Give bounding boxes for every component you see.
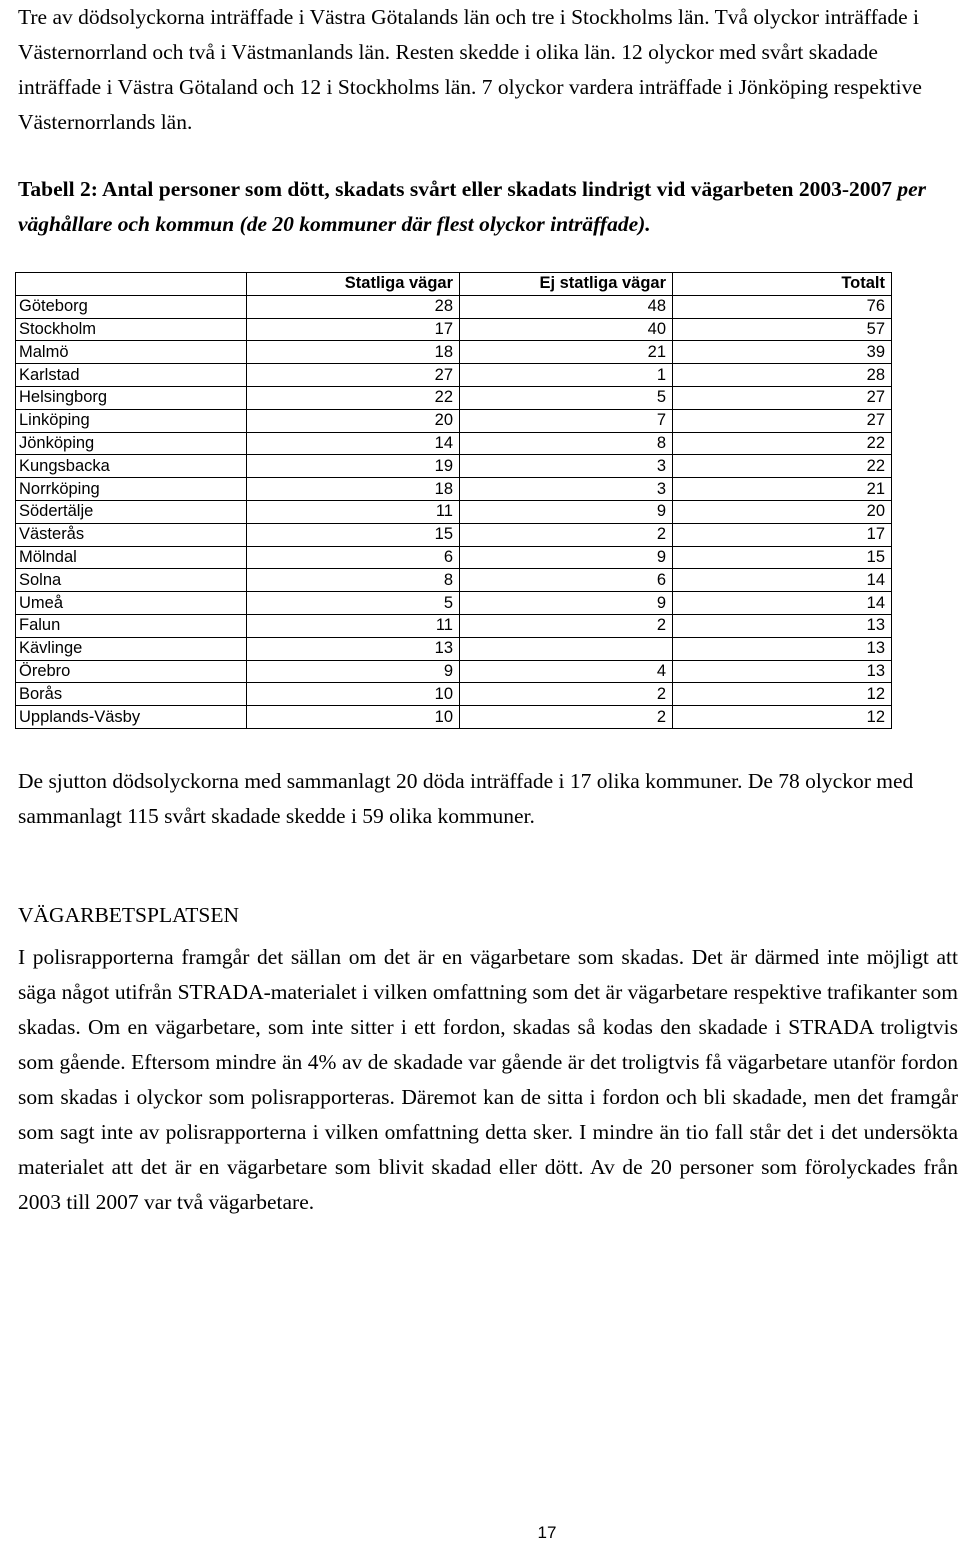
- cell-municipality: Umeå: [16, 592, 247, 615]
- cell-state-roads: 5: [247, 592, 460, 615]
- table-header-row: [16, 273, 892, 296]
- cell-total: 20: [673, 500, 892, 523]
- cell-total: 76: [673, 295, 892, 318]
- cell-municipality: Falun: [16, 614, 247, 637]
- table-row: [16, 386, 892, 409]
- caption-italic-part: per väghållare och kommun (de 20 kommuner där flest olyckor inträffade).: [18, 177, 927, 236]
- municipality-table: [15, 272, 892, 729]
- cell-state-roads: 11: [247, 500, 460, 523]
- cell-municipality: Kungsbacka: [16, 455, 247, 478]
- cell-non-state-roads: 9: [460, 500, 673, 523]
- cell-total: 27: [673, 409, 892, 432]
- table-row: [16, 569, 892, 592]
- cell-state-roads: 10: [247, 706, 460, 729]
- cell-state-roads: 11: [247, 614, 460, 637]
- cell-state-roads: 13: [247, 637, 460, 660]
- cell-municipality: Borås: [16, 683, 247, 706]
- cell-municipality: Solna: [16, 569, 247, 592]
- cell-municipality: Mölndal: [16, 546, 247, 569]
- cell-total: 21: [673, 478, 892, 501]
- cell-total: 12: [673, 706, 892, 729]
- cell-total: 17: [673, 523, 892, 546]
- table-caption: [18, 172, 953, 242]
- cell-non-state-roads: [460, 637, 673, 660]
- cell-non-state-roads: 8: [460, 432, 673, 455]
- table-row: [16, 364, 892, 387]
- cell-non-state-roads: 40: [460, 318, 673, 341]
- cell-total: 28: [673, 364, 892, 387]
- table-row: [16, 660, 892, 683]
- section-heading: VÄGARBETSPLATSEN: [18, 903, 239, 927]
- cell-non-state-roads: 4: [460, 660, 673, 683]
- cell-non-state-roads: 1: [460, 364, 673, 387]
- intro-paragraph: [18, 0, 948, 140]
- cell-municipality: Malmö: [16, 341, 247, 364]
- section-body: I polisrapporterna framgår det sällan om det är en vägarbetare som skadas. Det är därmed inte möjligt att säga något utifrån STRADA-materialet i vilken omfattning som det är vägarbetare respektive trafikanter som skadas. Om en vägarbetare, som inte sitter i ett fordon, skadas så kodas den skadade i STRADA troligtvis som gående. Eftersom mindre än 4% av de skadade var gående är det troligtvis få vägarbetare utanför fordon som skadas i olyckor som polisrapporteras. Däremot kan de sitta i fordon och bli skadade, men det framgår som sagt inte av polisrapporterna i vilken omfattning detta sker. I mindre än tio fall står det i det undersökta materialet att det är en vägarbetare som blivit skadad eller dött. Av de 20 personer som förolyckades från 2003 till 2007 var två vägarbetare.: [18, 945, 958, 1214]
- cell-total: 13: [673, 660, 892, 683]
- cell-municipality: Västerås: [16, 523, 247, 546]
- cell-state-roads: 28: [247, 295, 460, 318]
- cell-total: 15: [673, 546, 892, 569]
- table-row: [16, 409, 892, 432]
- cell-non-state-roads: 21: [460, 341, 673, 364]
- page-number: 17: [537, 1523, 557, 1542]
- cell-total: 22: [673, 455, 892, 478]
- cell-non-state-roads: 7: [460, 409, 673, 432]
- cell-non-state-roads: 2: [460, 706, 673, 729]
- table-row: [16, 523, 892, 546]
- cell-municipality: Södertälje: [16, 500, 247, 523]
- cell-state-roads: 19: [247, 455, 460, 478]
- cell-total: 39: [673, 341, 892, 364]
- table-row: [16, 318, 892, 341]
- cell-state-roads: 27: [247, 364, 460, 387]
- table-row: [16, 478, 892, 501]
- cell-total: 14: [673, 592, 892, 615]
- cell-state-roads: 18: [247, 478, 460, 501]
- cell-state-roads: 17: [247, 318, 460, 341]
- cell-municipality: Karlstad: [16, 364, 247, 387]
- cell-state-roads: 6: [247, 546, 460, 569]
- cell-non-state-roads: 9: [460, 592, 673, 615]
- header-total: Totalt: [673, 273, 892, 296]
- cell-municipality: Stockholm: [16, 318, 247, 341]
- cell-non-state-roads: 5: [460, 386, 673, 409]
- cell-municipality: Norrköping: [16, 478, 247, 501]
- header-state-roads: Statliga vägar: [247, 273, 460, 296]
- cell-municipality: Helsingborg: [16, 386, 247, 409]
- cell-non-state-roads: 3: [460, 455, 673, 478]
- cell-total: 22: [673, 432, 892, 455]
- cell-non-state-roads: 2: [460, 614, 673, 637]
- table-row: [16, 614, 892, 637]
- cell-total: 14: [673, 569, 892, 592]
- cell-state-roads: 14: [247, 432, 460, 455]
- table-row: [16, 637, 892, 660]
- cell-state-roads: 9: [247, 660, 460, 683]
- intro-text: Tre av dödsolyckorna inträffade i Västra Götalands län och tre i Stockholms län. Två olyckor inträffade i Västernorrland och två i Västmanlands län. Resten skedde i olika län. 12 olyckor med svårt skadade inträffade i Västra Götaland och 12 i Stockholms län. 7 olyckor vardera inträffade i Jönköping respektive Västernorrlands län.: [18, 5, 922, 134]
- header-non-state-roads: Ej statliga vägar: [460, 273, 673, 296]
- table-body: [16, 295, 892, 728]
- cell-state-roads: 8: [247, 569, 460, 592]
- table-row: [16, 432, 892, 455]
- cell-total: 13: [673, 637, 892, 660]
- cell-total: 27: [673, 386, 892, 409]
- table-row: [16, 592, 892, 615]
- cell-total: 57: [673, 318, 892, 341]
- cell-municipality: Linköping: [16, 409, 247, 432]
- cell-state-roads: 18: [247, 341, 460, 364]
- cell-non-state-roads: 6: [460, 569, 673, 592]
- table-row: [16, 683, 892, 706]
- table-row: [16, 706, 892, 729]
- cell-state-roads: 22: [247, 386, 460, 409]
- cell-municipality: Upplands-Väsby: [16, 706, 247, 729]
- cell-municipality: Jönköping: [16, 432, 247, 455]
- table-row: [16, 546, 892, 569]
- cell-non-state-roads: 2: [460, 683, 673, 706]
- table-row: [16, 295, 892, 318]
- cell-total: 13: [673, 614, 892, 637]
- cell-state-roads: 20: [247, 409, 460, 432]
- table-row: [16, 500, 892, 523]
- header-municipality: [16, 273, 247, 296]
- cell-non-state-roads: 9: [460, 546, 673, 569]
- cell-total: 12: [673, 683, 892, 706]
- cell-municipality: Göteborg: [16, 295, 247, 318]
- cell-state-roads: 15: [247, 523, 460, 546]
- cell-state-roads: 10: [247, 683, 460, 706]
- cell-non-state-roads: 3: [460, 478, 673, 501]
- cell-municipality: Kävlinge: [16, 637, 247, 660]
- caption-bold-part: Tabell 2: Antal personer som dött, skadats svårt eller skadats lindrigt vid vägarbeten 2003-2007: [18, 177, 898, 201]
- summary-paragraph: De sjutton dödsolyckorna med sammanlagt 20 döda inträffade i 17 olika kommuner. De 78 olyckor med sammanlagt 115 svårt skadade skedde i 59 olika kommuner.: [18, 769, 914, 828]
- table-row: [16, 341, 892, 364]
- cell-non-state-roads: 48: [460, 295, 673, 318]
- table-row: [16, 455, 892, 478]
- cell-municipality: Örebro: [16, 660, 247, 683]
- cell-non-state-roads: 2: [460, 523, 673, 546]
